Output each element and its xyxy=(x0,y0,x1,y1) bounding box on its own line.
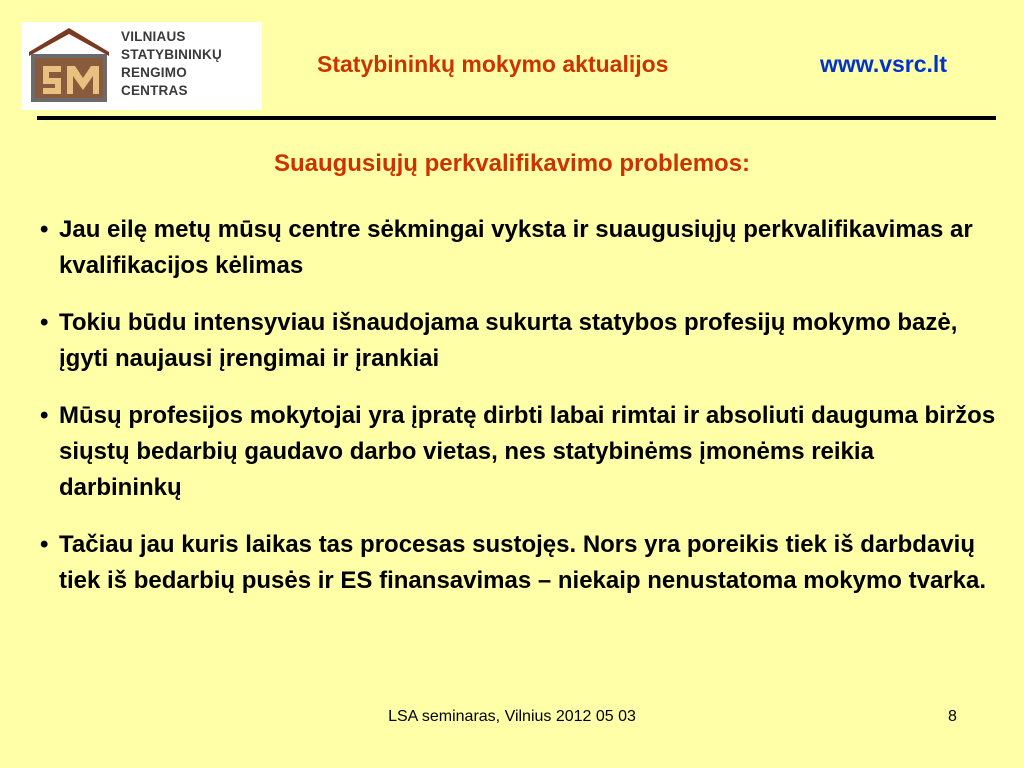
logo-line-3: RENGIMO xyxy=(121,65,187,80)
logo-line-2: STATYBININKŲ xyxy=(121,47,222,62)
bullet-item xyxy=(40,527,1000,599)
organization-logo xyxy=(21,22,262,110)
footer-caption: LSA seminaras, Vilnius 2012 05 03 xyxy=(388,708,636,725)
bullet-text: Mūsų profesijos mokytojai yra įpratę dirbti labai rimtai ir absoliuti dauguma biržos siųstų bedarbių gaudavo darbo vietas, nes statybinėms įmonėms reikia darbininkų xyxy=(59,402,996,501)
bullet-marker: • xyxy=(40,531,49,558)
bullet-item xyxy=(40,212,1000,284)
logo-emblem-icon xyxy=(21,22,117,110)
header-title: Statybininkų mokymo aktualijos xyxy=(317,51,669,77)
bullet-marker: • xyxy=(40,216,49,243)
page-number: 8 xyxy=(948,708,957,725)
bullet-item xyxy=(40,305,1000,377)
logo-text xyxy=(121,28,261,100)
header-divider xyxy=(37,116,996,120)
logo-line-4: CENTRAS xyxy=(121,83,188,98)
logo-line-1: VILNIAUS xyxy=(121,29,186,44)
header-website-link[interactable]: www.vsrc.lt xyxy=(820,51,947,77)
slide-subtitle: Suaugusiųjų perkvalifikavimo problemos: xyxy=(273,150,751,177)
bullet-text: Jau eilę metų mūsų centre sėkmingai vyksta ir suaugusiųjų perkvalifikavimas ar kvalifikacijos kėlimas xyxy=(59,216,973,279)
bullet-item xyxy=(40,398,1000,506)
bullet-text: Tokiu būdu intensyviau išnaudojama sukurta statybos profesijų mokymo bazė, įgyti naujausi įrengimai ir įrankiai xyxy=(59,309,958,372)
bullet-list xyxy=(40,212,1000,620)
bullet-marker: • xyxy=(40,309,49,336)
bullet-marker: • xyxy=(40,402,49,429)
bullet-text: Tačiau jau kuris laikas tas procesas sustojęs. Nors yra poreikis tiek iš darbdavių tiek iš bedarbių pusės ir ES finansavimas – niekaip nenustatoma mokymo tvarka. xyxy=(59,531,987,594)
